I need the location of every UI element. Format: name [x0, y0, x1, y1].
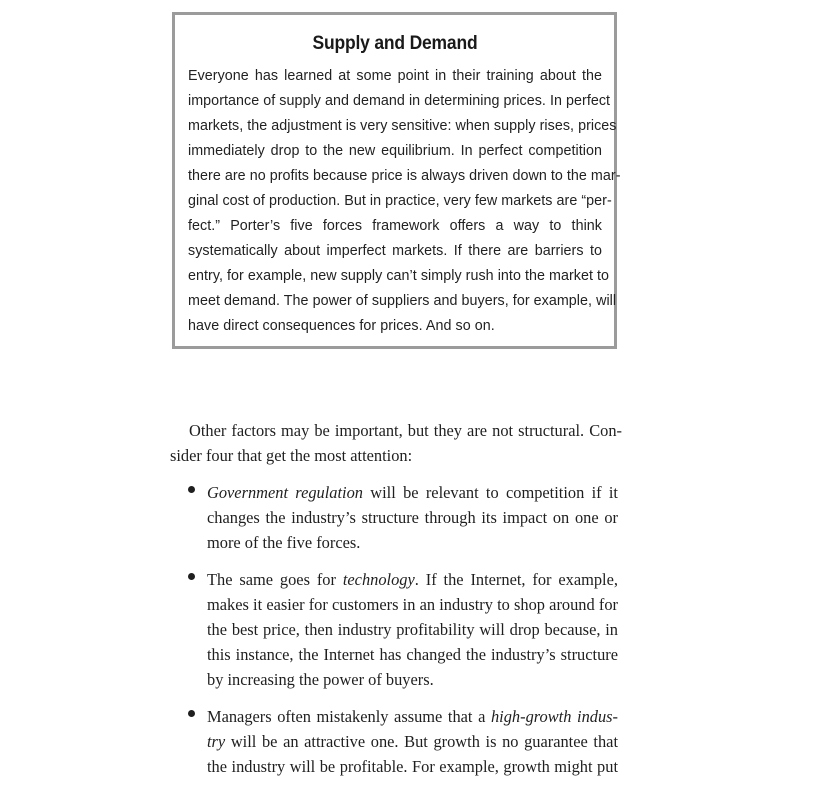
- sidebar-line: systematically about imperfect markets. If there are barriers to: [188, 243, 602, 259]
- sidebar-title: Supply and Demand: [312, 33, 478, 54]
- bullet-item-regulation: [188, 480, 618, 555]
- emphasis-text: Government regulation: [207, 483, 363, 502]
- body-paragraph: [170, 418, 622, 468]
- sidebar-line: ginal cost of production. But in practice, very few markets are “per-: [188, 193, 612, 209]
- emphasis-text: high-growth indus-: [490, 707, 619, 726]
- bullet-list: [188, 480, 618, 791]
- emphasis-text: try: [207, 732, 226, 751]
- bullet-line: the best price, then industry profitability will drop because, in: [207, 620, 618, 639]
- sidebar-line: there are no profits because price is always driven down to the mar-: [188, 168, 621, 184]
- sidebar-line: meet demand. The power of suppliers and buyers, for example, will: [188, 293, 617, 309]
- sidebar-line: Everyone has learned at some point in their training about the: [188, 68, 602, 84]
- bullet-line: makes it easier for customers in an industry to shop around for: [207, 595, 618, 614]
- emphasis-text: technology: [342, 570, 415, 589]
- bullet-line: [207, 567, 618, 592]
- bullet-text: will be an attractive one. But growth is no guarantee that: [225, 732, 618, 751]
- sidebar-line: markets, the adjustment is very sensitive: when supply rises, prices: [188, 118, 617, 134]
- bullet-line: [207, 729, 618, 754]
- bullet-line: more of the five forces.: [207, 533, 361, 552]
- sidebar-line: have direct consequences for prices. And so on.: [188, 318, 495, 334]
- bullet-line: [207, 704, 618, 729]
- bullet-text: Managers often mistakenly assume that a: [207, 707, 491, 726]
- bullet-line: [207, 480, 618, 505]
- sidebar-line: entry, for example, new supply can’t simply rush into the market to: [188, 268, 610, 284]
- supply-demand-sidebar: [172, 12, 621, 349]
- paragraph-line: Other factors may be important, but they are not structural. Con-: [189, 421, 622, 440]
- bullet-dot-icon: [188, 573, 195, 580]
- bullet-line: this instance, the Internet has changed the industry’s structure: [207, 645, 618, 664]
- sidebar-line: immediately drop to the new equilibrium. In perfect competition: [188, 143, 602, 159]
- bullet-item-growth: [188, 704, 618, 779]
- bullet-line: the industry will be profitable. For example, growth might put: [207, 757, 618, 776]
- sidebar-body: [188, 64, 621, 339]
- bullet-item-technology: [188, 567, 618, 692]
- bullet-dot-icon: [188, 486, 195, 493]
- paragraph-line: sider four that get the most attention:: [170, 446, 413, 465]
- sidebar-line: importance of supply and demand in determining prices. In perfect: [188, 93, 611, 109]
- bullet-text: will be relevant to competition if it: [363, 483, 618, 502]
- bullet-text: . If the Internet, for example,: [414, 570, 618, 589]
- sidebar-line: fect.” Porter’s five forces framework offers a way to think: [188, 218, 602, 234]
- bullet-line: changes the industry’s structure through its impact on one or: [207, 508, 618, 527]
- bullet-text: The same goes for: [207, 570, 343, 589]
- bullet-line: by increasing the power of buyers.: [207, 670, 434, 689]
- bullet-dot-icon: [188, 710, 195, 717]
